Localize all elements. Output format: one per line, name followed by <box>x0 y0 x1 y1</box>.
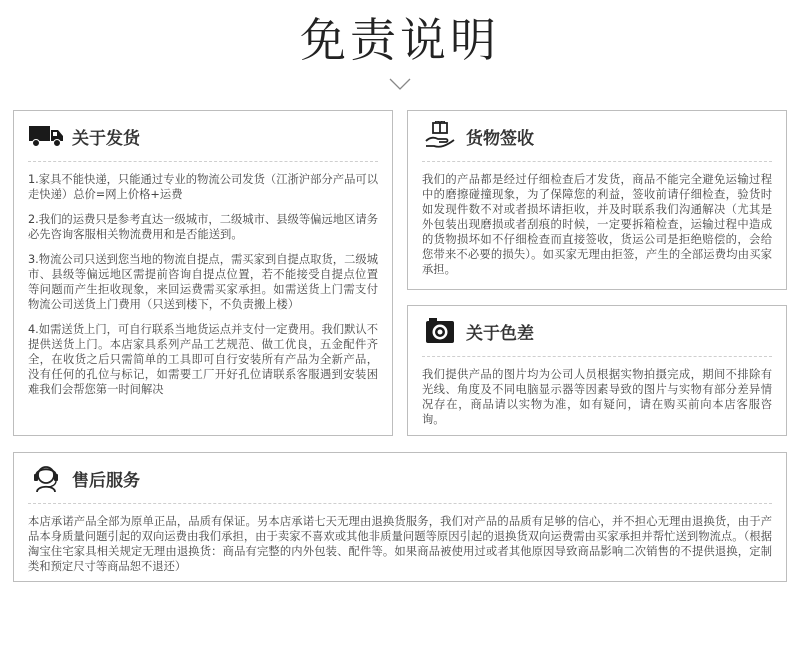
shipping-paragraph-4: 4.如需送货上门，可自行联系当地货运点并支付一定费用。我们默认不提供送货上门。本店家具系列产品工艺规范、做工优良，五金配件齐全，在收货之后只需简单的工具即可自行安装所有产品为全新产品，没有任何的孔位与标记，如需要工厂开好孔位请联系客服遇到安装困难我们会帮您第一时间解决 <box>28 323 378 396</box>
gift-hand-icon <box>422 121 458 151</box>
camera-icon <box>422 316 458 346</box>
shipping-heading: 关于发货 <box>72 128 140 149</box>
aftersale-heading: 售后服务 <box>72 470 140 491</box>
sign-section <box>407 110 787 290</box>
aftersale-header <box>14 453 786 503</box>
aftersale-paragraph: 本店承诺产品全部为原单正品，品质有保证。另本店承诺七天无理由退换货服务，我们对产品的品质有足够的信心，并不担心无理由退换货，由于产品本身质量问题引起的双向运费由我们承担，由于卖家不喜欢或其他非质量问题等原因引起的退换货双向运费需由买家承担并帮忙送到物流点。（根据淘宝住宅家具相关规定无理由退换货：商品有完整的内外包装、配件等。如果商品被使用过或者其他原因导致商品影响二次销售的不提供退换，定制类和预定尺寸等商品恕不退还） <box>28 515 772 573</box>
sign-heading: 货物签收 <box>466 128 534 149</box>
sign-header <box>408 111 786 161</box>
shipping-paragraph-3: 3.物流公司只送到您当地的物流自提点，需买家到自提点取货，二级城市、县级等偏远地区需提前咨询自提点位置，若不能接受自提点位置等问题而产生拒收现象，来回运费需买家承担。如需送货上门需支付物流公司送货上门费用（只送到楼下，不负责搬上楼） <box>28 253 378 311</box>
service-agent-icon <box>28 463 64 493</box>
truck-icon <box>28 121 64 151</box>
shipping-header <box>14 111 392 161</box>
aftersale-section <box>13 452 787 582</box>
shipping-section <box>13 110 393 436</box>
color-heading: 关于色差 <box>466 323 534 344</box>
shipping-paragraph-2: 2.我们的运费只是参考直达一级城市，二级城市、县级等偏远地区请务必先咨询客服相关物流费用和是否能送到。 <box>28 213 378 241</box>
color-section <box>407 305 787 436</box>
shipping-paragraph-1: 1.家具不能快递，只能通过专业的物流公司发货（江浙沪部分产品可以走快递）总价=网上价格+运费 <box>28 173 378 201</box>
color-paragraph: 我们提供产品的图片均为公司人员根据实物拍摄完成，期间不排除有光线、角度及不同电脑显示器等因素导致的图片与实物有部分差异情况存在，商品请以实物为准，如有疑问，请在购买前向本店客服咨询。 <box>422 368 772 426</box>
page-title: 免责说明 <box>300 13 500 67</box>
sign-paragraph: 我们的产品都是经过仔细检查后才发货，商品不能完全避免运输过程中的磨擦碰撞现象，为了保障您的利益，签收前请仔细检查，验货时如发现件数不对或者损坏请拒收，并及时联系我们沟通解决（尤其是外包装出现磨损或者刮痕的时候，一定要拆箱检查，运输过程中造成的货物损坏如不仔细检查而直接签收，货运公司是拒绝赔偿的，会给您带来不必要的损失）。如买家无理由拒签，产生的全部运费均由买家承担。 <box>422 173 772 276</box>
color-header <box>408 306 786 356</box>
chevron-down-icon <box>388 76 412 92</box>
